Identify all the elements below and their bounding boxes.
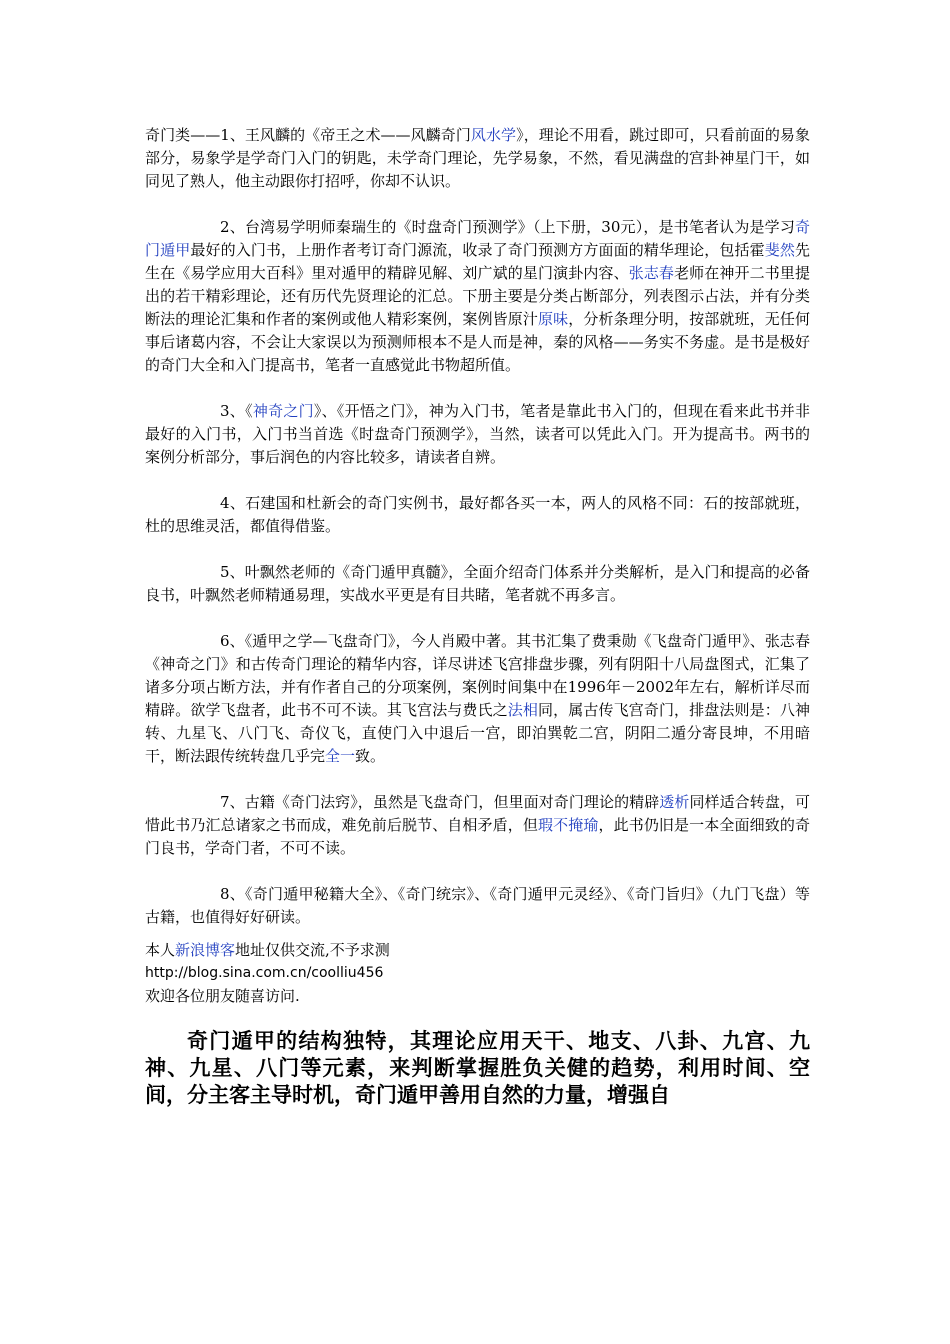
blog-url: http://blog.sina.com.cn/coolliu456	[145, 965, 384, 981]
link-qimen-dunjia[interactable]: 奇门遁甲	[145, 218, 810, 259]
paragraph-7: 7、古籍《奇门法窍》，虽然是飞盘奇门，但里面对奇门理论的精辟透析同样适合转盘，可惜此书乃汇总诸家之书而成，难免前后脱节、自相矛盾，但瑕不掩瑜，此书仍旧是一本全面细致的奇门良书，学奇门者，不可不读。	[145, 793, 810, 857]
paragraph-8: 8、《奇门遁甲秘籍大全》、《奇门统宗》、《奇门遁甲元灵经》、《奇门旨归》（九门飞盘）等古籍，也值得好好研读。	[145, 885, 810, 926]
paragraph-1: 奇门类——1、王风麟的《帝王之术——风麟奇门风水学》，理论不用看，跳过即可，只看前面的易象部分，易象学是学奇门入门的钥匙，未学奇门理论，先学易象，不然，看见满盘的宫卦神星门干，如同见了熟人，他主动跟你打招呼，你却不认识。	[145, 126, 810, 190]
link-shenqi-zhimen[interactable]: 神奇之门	[252, 402, 314, 420]
link-touxi[interactable]: 透析	[659, 793, 690, 811]
paragraph-6: 6、《遁甲之学—飞盘奇门》，今人肖殿中著。其书汇集了费秉勋《飞盘奇门遁甲》、张志春《神奇之门》和古传奇门理论的精华内容，详尽讲述飞宫排盘步骤，列有阴阳十八局盘图式，汇集了诸多分项占断方法，并有作者自己的分项案例，案例时间集中在1996年－2002年左右，解析详尽而精辟。欲学飞盘者，此书不可不读。其飞宫法与费氏之法相同，属古传飞宫奇门，排盘法则是：八神转、九星飞、八门飞、奇仪飞，直使门入中退后一宫，即泊巽乾二宫，阴阳二遁分寄艮坤，不用暗干，断法跟传统转盘几乎完全一致。	[145, 632, 810, 765]
link-faxiang[interactable]: 法相	[507, 701, 539, 719]
bold-intro-paragraph: 奇门遁甲的结构独特，其理论应用天干、地支、八卦、九宫、九神、九星、八门等元素，来判断掌握胜负关健的趋势，利用时间、空间，分主客主导时机，奇门遁甲善用自然的力量，增强自	[145, 1029, 810, 1107]
link-xiabuyanyu[interactable]: 瑕不掩瑜	[538, 816, 599, 834]
paragraph-5: 5、叶飘然老师的《奇门遁甲真髓》，全面介绍奇门体系并分类解析，是入门和提高的必备良书，叶飘然老师精通易理，实战水平更是有目共睹，笔者就不再多言。	[145, 563, 810, 604]
paragraph-3: 3、《神奇之门》、《开悟之门》，神为入门书，笔者是靠此书入门的，但现在看来此书并非最好的入门书，入门书当首选《时盘奇门预测学》，当然，读者可以凭此入门。开为提高书。两书的案例分析部分，事后润色的内容比较多，请读者自辨。	[145, 402, 810, 466]
link-zhang-zhichun[interactable]: 张志春	[628, 264, 675, 282]
link-sina-blog[interactable]: 新浪博客	[175, 941, 236, 959]
link-quanyi[interactable]: 全一	[325, 747, 356, 765]
blog-note: 本人新浪博客地址仅供交流,不予求测	[145, 941, 390, 959]
link-yuanwei[interactable]: 原味	[538, 310, 569, 328]
paragraph-2: 2、台湾易学明师秦瑞生的《时盘奇门预测学》（上下册，30元），是书笔者认为是学习奇门遁甲最好的入门书，上册作者考订奇门源流，收录了奇门预测方方面面的精华理论，包括霍斐然先生在《易学应用大百科》里对遁甲的精辟见解、刘广斌的星门演卦内容、张志春老师在神开二书里提出的若干精彩理论，还有历代先贤理论的汇总。下册主要是分类占断部分，列表图示占法，并有分类断法的理论汇集和作者的案例或他人精彩案例，案例皆原汁原味，分析条理分明，按部就班，无任何事后诸葛内容，不会让大家误以为预测师根本不是人而是神，秦的风格——务实不务虚。是书是极好的奇门大全和入门提高书，笔者一直感觉此书物超所值。	[145, 218, 810, 374]
welcome-text: 欢迎各位朋友随喜访问.	[145, 987, 300, 1005]
link-fengshui[interactable]: 风水学	[470, 126, 517, 144]
article-body	[145, 124, 810, 1109]
blog-footer	[145, 939, 810, 1008]
paragraph-4: 4、石建国和杜新会的奇门实例书，最好都各买一本，两人的风格不同：石的按部就班，杜的思维灵活，都值得借鉴。	[145, 494, 810, 535]
link-feiran[interactable]: 斐然	[764, 241, 795, 259]
